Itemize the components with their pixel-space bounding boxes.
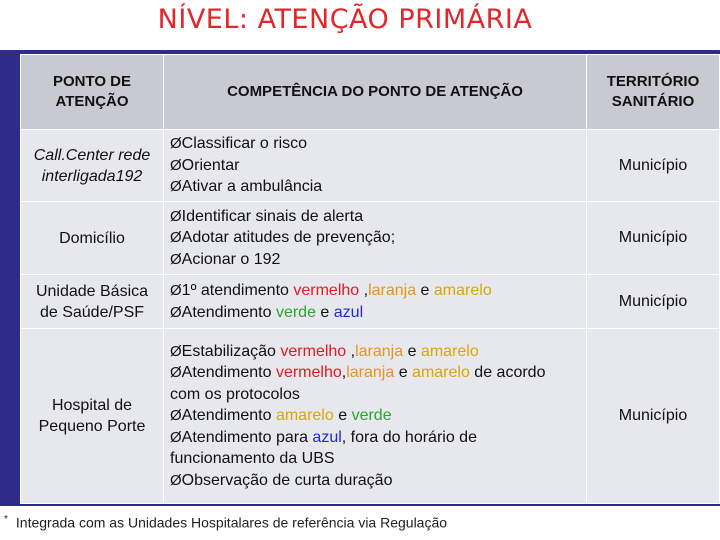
header-territory: TERRITÓRIO SANITÁRIO <box>587 55 720 130</box>
territory-cell: Município <box>587 275 720 329</box>
arrowhead-right-icon: Ø <box>170 135 182 153</box>
table-row <box>21 275 720 329</box>
arrowhead-right-icon: Ø <box>170 282 182 299</box>
competence-cell <box>164 329 587 504</box>
place-label: Call.Center rede interligada192 <box>33 146 151 185</box>
header-place: PONTO DE ATENÇÃO <box>21 55 164 130</box>
competence-item: Ø1º atendimento vermelho ,laranja e amarelo <box>170 282 492 299</box>
competence-item: ØAtendimento amarelo e verde <box>170 407 392 425</box>
table-header-row <box>21 55 720 130</box>
place-cell: Domicílio <box>21 202 164 275</box>
competence-item: ØAtendimento verde e azul <box>170 303 364 321</box>
arrowhead-right-icon: Ø <box>170 342 182 360</box>
territory-cell: Município <box>587 130 720 202</box>
territory-cell: Município <box>587 329 720 504</box>
competence-item: ØAcionar o 192 <box>170 250 281 268</box>
competence-item: ØAtendimento para azul, fora do horário de funcionamento da UBS <box>170 428 477 468</box>
arrowhead-right-icon: Ø <box>170 250 182 268</box>
arrowhead-right-icon: Ø <box>170 207 182 225</box>
footnote <box>4 514 447 531</box>
competence-item: ØAdotar atitudes de prevenção; <box>170 229 396 247</box>
competence-item: ØAtivar a ambulância <box>170 178 323 196</box>
arrowhead-right-icon: Ø <box>170 303 182 321</box>
competence-item: ØEstabilização vermelho ,laranja e amarelo <box>170 342 479 360</box>
arrowhead-right-icon: Ø <box>170 156 182 174</box>
competence-item: ØClassificar o risco <box>170 135 308 153</box>
territory-cell: Município <box>587 202 720 275</box>
header-competence: COMPETÊNCIA DO PONTO DE ATENÇÃO <box>164 55 587 130</box>
competence-item: ØObservação de curta duração <box>170 471 393 489</box>
place-cell <box>21 130 164 202</box>
competence-item: ØIdentificar sinais de alerta <box>170 207 364 225</box>
competence-cell <box>164 202 587 275</box>
competence-item: ØAtendimento vermelho,laranja e amarelo de acordo com os protocolos <box>170 364 546 403</box>
arrowhead-right-icon: Ø <box>170 229 182 247</box>
arrowhead-right-icon: Ø <box>170 178 182 196</box>
arrowhead-right-icon: Ø <box>170 364 182 382</box>
arrowhead-right-icon: Ø <box>170 471 182 489</box>
table-row <box>21 329 720 504</box>
footnote-mark: * <box>4 514 8 525</box>
footnote-text: Integrada com as Unidades Hospitalares de referência via Regulação <box>15 514 448 531</box>
attention-level-table <box>20 54 720 504</box>
competence-cell <box>164 130 587 202</box>
table-row <box>21 130 720 202</box>
place-cell: Hospital de Pequeno Porte <box>21 329 164 504</box>
competence-item: ØOrientar <box>170 156 240 174</box>
arrowhead-right-icon: Ø <box>170 407 182 425</box>
page-title: NÍVEL: ATENÇÃO PRIMÁRIA <box>157 4 533 35</box>
place-cell: Unidade Básica de Saúde/PSF <box>21 275 164 329</box>
title-band <box>0 0 720 50</box>
footnote-band <box>0 506 720 540</box>
table-row <box>21 202 720 275</box>
competence-cell <box>164 275 587 329</box>
arrowhead-right-icon: Ø <box>170 428 182 446</box>
